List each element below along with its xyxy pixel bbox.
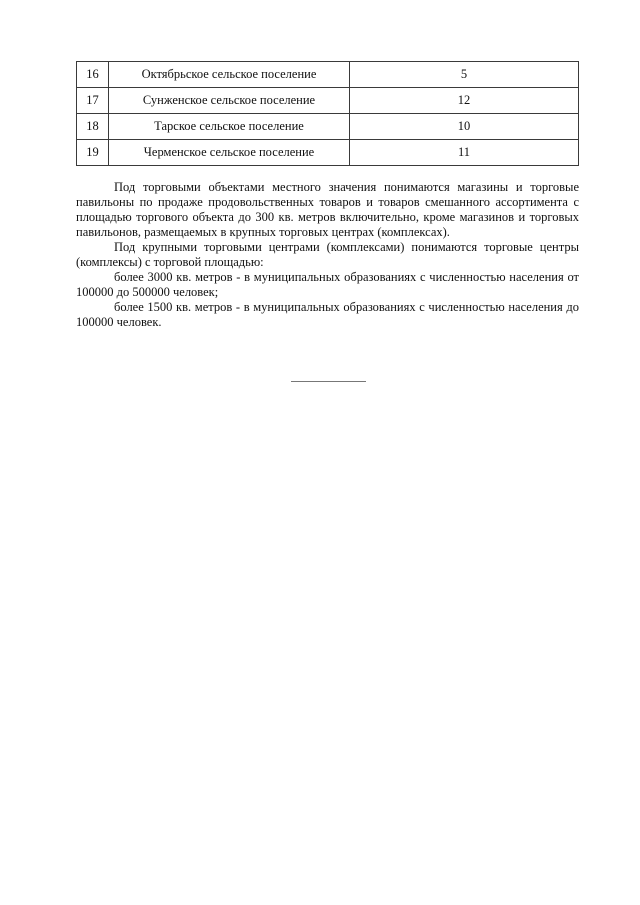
table-row xyxy=(77,114,579,140)
settlement-name-cell: Октябрьское сельское поселение xyxy=(109,62,350,88)
count-cell: 11 xyxy=(350,140,579,166)
row-number-cell: 19 xyxy=(77,140,109,166)
row-number-cell: 17 xyxy=(77,88,109,114)
settlement-name-cell: Тарское сельское поселение xyxy=(109,114,350,140)
row-number-cell: 16 xyxy=(77,62,109,88)
table-row xyxy=(77,62,579,88)
paragraph-threshold-3000: более 3000 кв. метров - в муниципальных образованиях с численностью населения от 100000 до 500000 человек; xyxy=(76,270,579,299)
count-cell: 5 xyxy=(350,62,579,88)
settlement-name-cell: Черменское сельское поселение xyxy=(109,140,350,166)
settlement-name-cell: Сунженское сельское поселение xyxy=(109,88,350,114)
end-separator-line xyxy=(291,381,366,382)
table-row xyxy=(77,140,579,166)
row-number-cell: 18 xyxy=(77,114,109,140)
paragraph-large-centers: Под крупными торговыми центрами (комплексами) понимаются торговые центры (комплексы) с торговой площадью: xyxy=(76,240,579,269)
settlements-table xyxy=(76,61,579,166)
explanatory-text xyxy=(76,180,579,330)
table-row xyxy=(77,88,579,114)
paragraph-local-objects: Под торговыми объектами местного значения понимаются магазины и торговые павильоны по продаже продовольственных товаров и товаров смешанного ассортимента с площадью торгового объекта до 300 кв. метров включительно, кроме магазинов и торговых павильонов, размещаемых в крупных торговых центрах (комплексах). xyxy=(76,180,579,239)
count-cell: 10 xyxy=(350,114,579,140)
paragraph-threshold-1500: более 1500 кв. метров - в муниципальных образованиях с численностью населения до 100000 человек. xyxy=(76,300,579,329)
count-cell: 12 xyxy=(350,88,579,114)
